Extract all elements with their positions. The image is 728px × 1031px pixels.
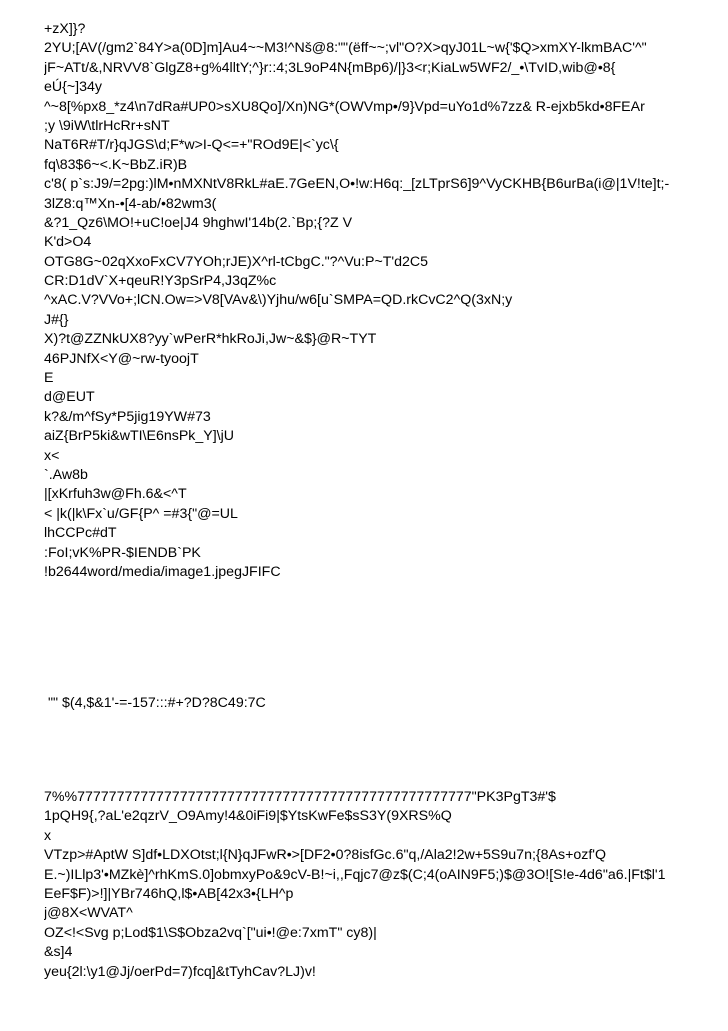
text-line: fq\83$6~<.K~BbZ.iR)B — [44, 156, 188, 173]
text-line: OTG8G~02qXxoFxCV7YOh;rJE)X^rl-tCbgC."?^Vu:P~T'd2C5 — [44, 253, 429, 270]
text-line: j@8X<WVAT^ — [44, 905, 133, 922]
text-line: d@EUT — [44, 389, 95, 406]
text-line: CR:D1dV`X+qeuR!Y3pSrP4,J3qZ%c — [44, 273, 277, 290]
text-line: J#{} — [44, 311, 69, 328]
text-line: E — [44, 370, 54, 387]
text-line: NaT6R#T/r}qJGS\d;F*w>I-Q<=+"ROd9E|<`yc\{ — [44, 137, 339, 154]
garbled-text-block-bottom — [44, 788, 724, 982]
text-line: 2YU;[AV(/gm2`84Y>a(0D]m]Au4~~M3!^Nš@8:""(ëff~~;vl"O?X>qyJ01L~w{'$Q>xmXY-lkmBAC'^" — [44, 40, 647, 57]
text-line: 3lZ8:q™Xn-•[4-ab/•82wm3( — [44, 195, 217, 212]
text-line: VTzp>#AptW S]df•LDXOtst;l{N}qJFwR•>[DF2•0?8isfGc.6"q,/Ala2!2w+5S9u7n;{8As+ozf'Q — [44, 847, 607, 864]
text-line: |[xKrfuh3w@Fh.6&<^T — [44, 486, 187, 503]
text-line: jF~ATt/&,NRVV8`GlgZ8+g%4lltY;^}r::4;3L9oP4N{mBp6)/|}3<r;KiaLw5WF2/_•\TvID,wib@•8{ — [44, 59, 616, 76]
text-line: < |k(|k\Fx`u/GF{P^ =#3{"@=UL — [44, 505, 238, 522]
text-line: EeF$F)>!]|YBr746hQ,l$•AB[42x3•{LH^p — [44, 885, 294, 902]
text-line: k?&/m^fSy*P5jig19YW#73 — [44, 408, 211, 425]
text-line: K'd>O4 — [44, 234, 92, 251]
garbled-text-block-middle — [44, 694, 724, 713]
text-line: 7%%77777777777777777777777777777777777777777777777777"PK3PgT3#'$ — [44, 789, 556, 805]
text-line: ^~8[%px8_*z4\n7dRa#UP0>sXU8Qo]/Xn)NG*(OWVmp•/9}Vpd=uYo1d%7zz& R-ejxb5kd•8FEAr — [44, 98, 645, 115]
text-line: &s]4 — [44, 944, 73, 961]
text-line: c'8( p`s:J9/=2pg:)lM•nMXNtV8RkL#aE.7GeEN,O•!w:H6q:_[zLTprS6]9^VyCKHB{B6urBa(i@|1V!te]t;- — [44, 176, 670, 193]
text-line: E.~)ILlp3'•MZkè]^rhKmS.0]obmxyPo&9cV-B!~i,,Fqjc7@z$(C;4(oAIN9F5;)$@3O![S!e-4d6"a6.|Ft$l'1 — [44, 866, 666, 883]
text-line: X)?t@ZZNkUX8?yy`wPerR*hkRoJi,Jw~&$}@R~TYT — [44, 331, 377, 348]
text-line: OZ<!<Svg p;Lod$1\S$Obza2vq`["ui•!@e:7xmT" cy8)| — [44, 924, 377, 941]
text-line: x< — [44, 447, 60, 464]
text-line: 46PJNfX<Y@~rw-tyoojT — [44, 350, 199, 367]
text-line: eÚ{~]34y — [44, 79, 102, 96]
text-line: `.Aw8b — [44, 466, 88, 483]
text-line: "" $(4,$&1'-=-157:::#+?D?8C49:7C — [44, 695, 266, 711]
text-line: 1pQH9{,?aL'e2qzrV_O9Amy!4&0iFi9|$YtsKwFe$sS3Y(9XRS%Q — [44, 808, 452, 825]
text-line: &?1_Qz6\MO!+uC!oe|J4 9hghwI'14b(2.`Bp;{?Z V — [44, 214, 353, 231]
text-line: :FoI;vK%PR-$IENDB`PK — [44, 544, 201, 561]
text-line: lhCCPc#dT — [44, 525, 117, 542]
text-line: yeu{2l:\y1@Jj/oerPd=7)fcq]&tTyhCav?LJ)v! — [44, 963, 316, 980]
text-line: ;y \9iW\tlrHcRr+sNT — [44, 117, 170, 134]
garbled-text-block-top — [44, 20, 724, 582]
text-line: ^xAC.V?VVo+;lCN.Ow=>V8[VAv&\)Yjhu/w6[u`SMPA=QD.rkCvC2^Q(3xN;y — [44, 292, 513, 309]
text-line: x — [44, 827, 52, 844]
text-line: !b2644word/media/image1.jpegJFIFC — [44, 563, 281, 580]
text-line: +zX]}? — [44, 21, 86, 37]
text-line: aiZ{BrP5ki&wTI\E6nsPk_Y]\jU — [44, 428, 235, 445]
